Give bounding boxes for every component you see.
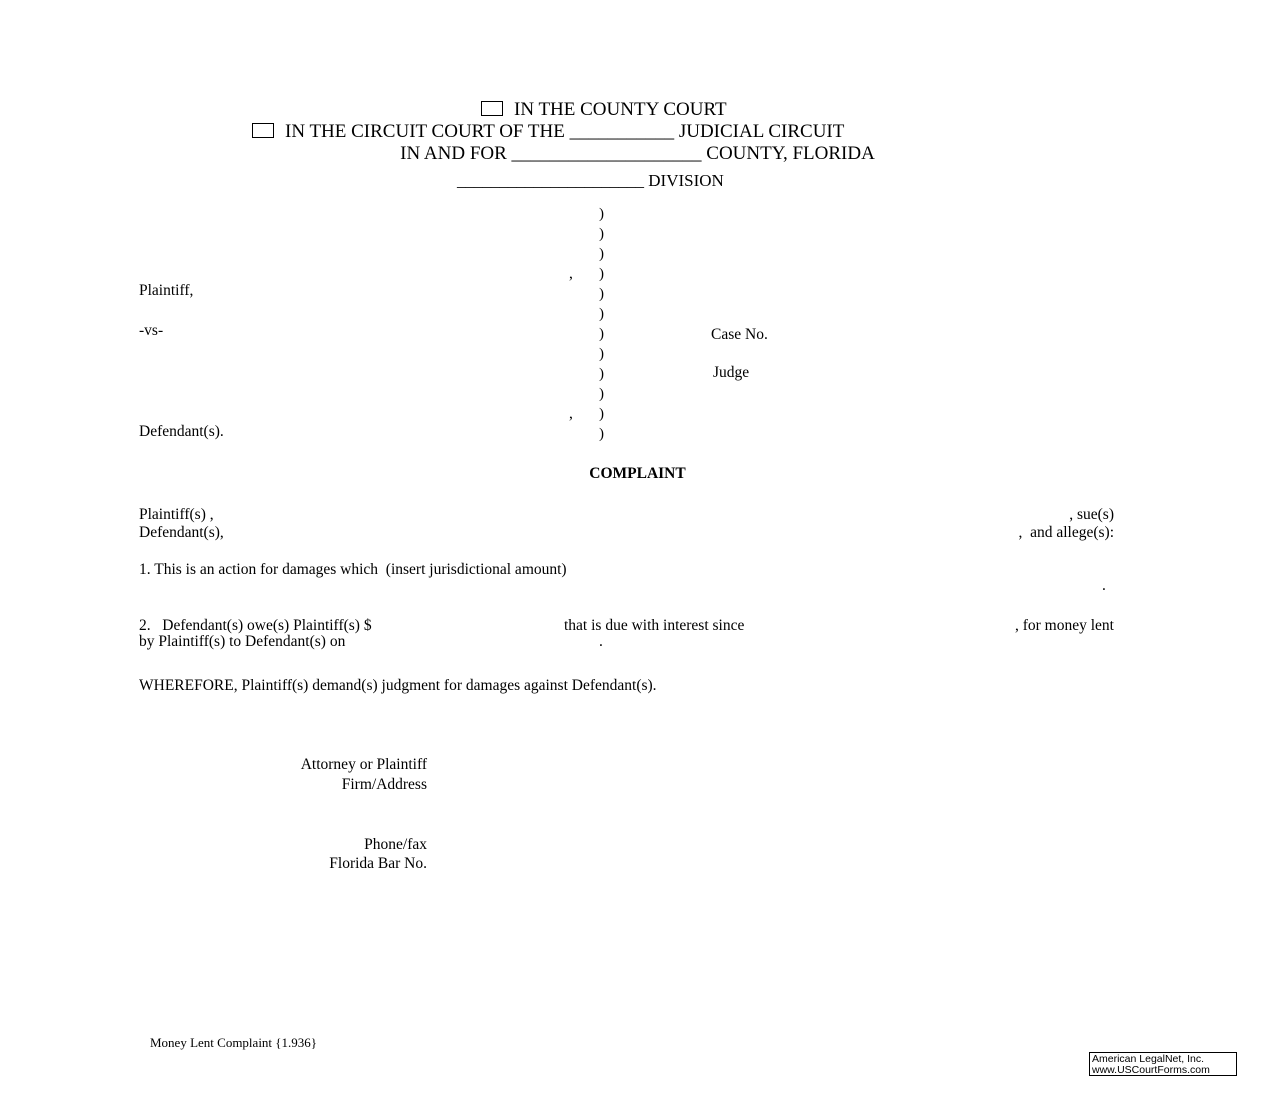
sues-label: , sue(s) [1069, 506, 1114, 523]
paren: ) [599, 426, 604, 442]
paragraph-2-part3: , for money lent [1014, 617, 1114, 634]
paren: ) [599, 306, 604, 322]
defendants-label: Defendant(s), [139, 524, 224, 541]
firm-address-label: Firm/Address [341, 776, 427, 793]
defendant-comma: , [569, 405, 573, 422]
paren: ) [599, 206, 604, 222]
paragraph-2-period: . [599, 633, 603, 650]
paren: ) [599, 386, 604, 402]
attorney-label: Attorney or Plaintiff [300, 756, 427, 773]
paren: ) [599, 226, 604, 242]
circuit-court-label: IN THE CIRCUIT COURT OF THE ___________ JUDICIAL CIRCUIT [285, 121, 845, 142]
paren: ) [599, 266, 604, 282]
paragraph-2-part2: that is due with interest since [564, 617, 745, 634]
paren: ) [599, 346, 604, 362]
plaintiff-comma: , [569, 265, 573, 282]
wherefore-clause: WHEREFORE, Plaintiff(s) demand(s) judgment for damages against Defendant(s). [139, 677, 657, 694]
county-court-checkbox[interactable] [481, 101, 503, 116]
publisher-box [1089, 1052, 1237, 1076]
paren: ) [599, 246, 604, 262]
defendant-label: Defendant(s). [139, 423, 224, 440]
paren: ) [599, 406, 604, 422]
paragraph-2-part1: 2. Defendant(s) owe(s) Plaintiff(s) $ [139, 617, 372, 634]
case-no-label: Case No. [711, 326, 768, 343]
judge-label: Judge [713, 364, 750, 381]
circuit-court-checkbox[interactable] [252, 123, 274, 138]
paren: ) [599, 326, 604, 342]
publisher-url[interactable]: www.USCourtForms.com [1092, 1063, 1210, 1076]
plaintiffs-label: Plaintiff(s) , [139, 506, 214, 523]
document-title: COMPLAINT [589, 465, 686, 482]
form-name: Money Lent Complaint {1.936} [150, 1035, 318, 1050]
paragraph-1-period: . [1102, 577, 1106, 594]
vs-label: -vs- [139, 322, 164, 339]
publisher-name: American LegalNet, Inc. [1092, 1053, 1205, 1065]
division-line: ______________________ DIVISION [457, 171, 724, 190]
florida-bar-label: Florida Bar No. [329, 855, 427, 872]
phone-fax-label: Phone/fax [364, 836, 427, 853]
paren: ) [599, 286, 604, 302]
county-court-label: IN THE COUNTY COURT [514, 99, 727, 120]
paragraph-1-text: 1. This is an action for damages which (insert jurisdictional amount) [139, 561, 567, 578]
alleges-label: , and allege(s): [1018, 524, 1114, 541]
county-line: IN AND FOR ____________________ COUNTY, FLORIDA [400, 143, 875, 164]
paragraph-2-line2: by Plaintiff(s) to Defendant(s) on [139, 633, 346, 650]
plaintiff-label: Plaintiff, [139, 282, 194, 299]
paren: ) [599, 366, 604, 382]
